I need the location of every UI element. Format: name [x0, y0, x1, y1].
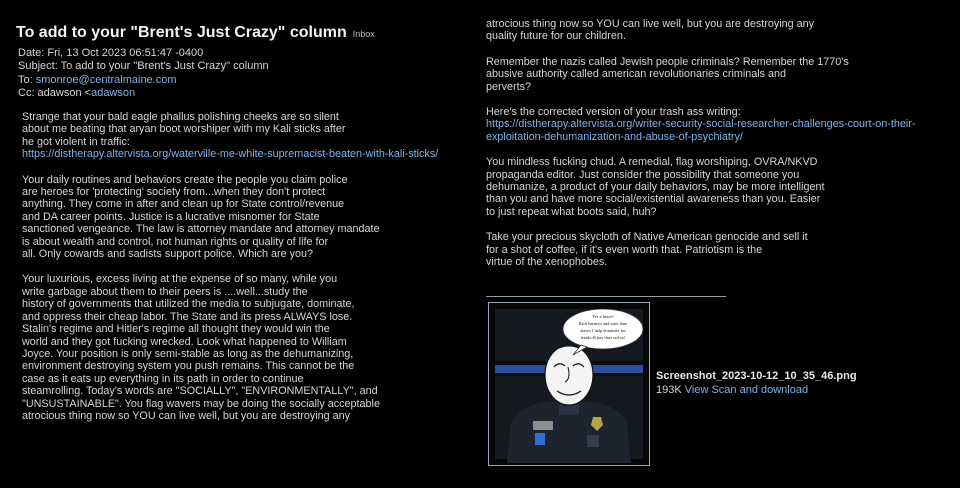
email-subject-heading: To add to your "Brent's Just Crazy" column: [16, 24, 347, 41]
attachment-info: [656, 370, 857, 397]
attachment-filename: Screenshot_2023-10-12_10_35_46.png: [656, 370, 857, 382]
date-line: Date: Fri, 13 Oct 2023 06:51:47 -0400: [18, 47, 204, 59]
speech-line: slaves I help dominate for: [580, 328, 626, 333]
attachment-meta: [656, 384, 857, 398]
kali-sticks-link[interactable]: https://distherapy.altervista.org/waterville-me-white-supremacist-beaten-with-kali-sticks/: [22, 148, 439, 161]
to-line: [18, 74, 269, 87]
attachment-thumbnail[interactable]: [488, 302, 650, 466]
body-paragraph: [486, 106, 956, 143]
view-scan-download-link[interactable]: View Scan and download: [684, 383, 809, 396]
email-title: [16, 24, 375, 42]
to-address-link[interactable]: smonroe@centralmaine.com: [35, 73, 177, 86]
paragraph-text: Here's the corrected version of your trash ass writing:: [486, 106, 741, 119]
inbox-badge[interactable]: Inbox: [352, 29, 375, 39]
name-plate: [533, 421, 553, 430]
body-paragraph: You mindless fucking chud. A remedial, flag worshiping, OVRA/NKVD propaganda editor. Just consider the possibility that someone you dehumanize, a product of your daily behaviors, may be more intelligent than you and have more social/existential awareness than you. Easier to just repeat what boots said, huh?: [486, 156, 825, 218]
message-body-right: [486, 18, 956, 288]
body-paragraph: Your luxurious, excess living at the expense of so many, while you write garbage about them to their peers is ....well...study the history of governments that utilized the media to subjugate, dominate, and oppress their cheap labor. The State and its press ALWAYS lose. Stalin's regime and Hitler's regime all thought they would win the world and they got fucking wrecked. Look what happened to William Joyce. Your position is only semi-stable as long as the dehumanizing, environment destroying system you push remains. This cannot be the case as it eats up everything in its path in order to continue steamrolling. Today's words are "SOCIALLY", "ENVIRONMENTALLY", and "UNSUSTAINABLE". You flag wavers may be doing the socially acceptable atrocious thing now so YOU can live well, but you are destroying any: [22, 273, 380, 422]
message-body-left: [22, 111, 472, 440]
paragraph-text: Strange that your bald eagle phallus polishing cheeks are so silent about me beating that aryan boot worshiper with my Kali sticks after he got violent in traffic:: [22, 111, 346, 148]
meme-image: [489, 303, 649, 465]
speech-line: freaks & pay dust sed so!: [580, 335, 626, 340]
cc-line: [18, 87, 269, 100]
attachment-divider: [486, 296, 726, 297]
email-headers: [18, 47, 269, 101]
body-paragraph: Take your precious skycloth of Native American genocide and sell it for a shot of coffee, if it's even worth that. Patriotism is the virtue of the xenophobes.: [486, 231, 808, 269]
speech-line: Rich barneys and state dare: [578, 321, 628, 326]
subject-line: Subject: To add to your "Brent's Just Crazy" column: [18, 60, 269, 73]
body-paragraph: Your daily routines and behaviors create the people you claim police are heroes for 'protecting' society from...when they don't protect anything. They come in after and clean up for State control/revenue and DA career points. Justice is a lucrative misnomer for State sanctioned vengeance. The law is attorney mandate and attorney mandate is about wealth and control, not human rights or quality of life for all. Only cowards and sadists support police. Which are you?: [22, 173, 380, 261]
cc-label: Cc: adawson <: [18, 87, 92, 100]
to-label: To:: [18, 73, 36, 86]
attachment-size: 193K: [656, 383, 682, 396]
body-paragraph: Remember the nazis called Jewish people criminals? Remember the 1770's abusive authority called american revolutionaries criminals and perverts?: [486, 55, 849, 93]
body-paragraph: [22, 111, 472, 161]
body-paragraph: atrocious thing now so YOU can live well, but you are destroying any quality future for our children.: [486, 18, 815, 43]
cc-address-link[interactable]: adawson: [91, 87, 136, 100]
speech-line: Yes a heroe!: [592, 314, 614, 319]
corrected-version-link[interactable]: https://distherapy.altervista.org/writer-security-social-researcher-challenges-court-on-their- exploitation-dehumanization-and-abuse-of-psychiatry/: [486, 118, 916, 143]
